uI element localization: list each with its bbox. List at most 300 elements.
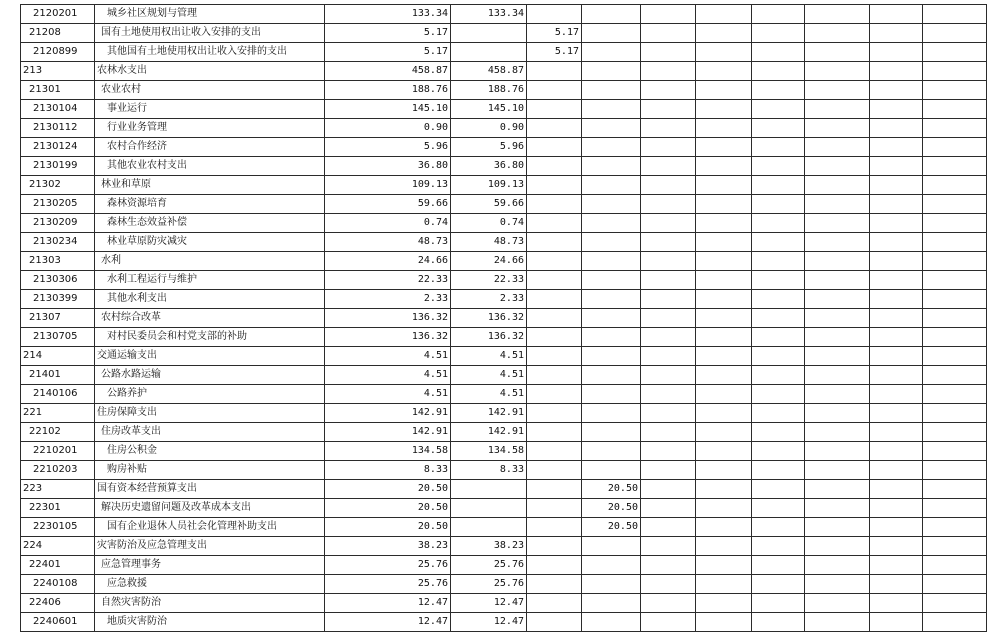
empty-cell [696,518,752,537]
general-budget-cell: 0.90 [451,119,527,138]
empty-cell [752,290,805,309]
empty-cell [923,100,987,119]
total-cell: 145.10 [325,100,451,119]
function-name-cell: 住房改革支出 [95,423,325,442]
empty-cell [752,328,805,347]
general-budget-cell: 145.10 [451,100,527,119]
general-budget-cell [451,43,527,62]
empty-cell [696,613,752,632]
total-cell: 4.51 [325,347,451,366]
fund-budget-cell [527,366,582,385]
general-budget-cell: 136.32 [451,309,527,328]
empty-cell [870,233,923,252]
table-row [21,309,987,328]
empty-cell [805,157,870,176]
function-name-cell: 农林水支出 [95,62,325,81]
empty-cell [870,176,923,195]
function-name-cell: 其他农业农村支出 [95,157,325,176]
function-code-cell: 2210203 [21,461,95,480]
empty-cell [641,499,696,518]
empty-cell [641,81,696,100]
total-cell: 109.13 [325,176,451,195]
empty-cell [923,499,987,518]
state-capital-budget-cell [582,556,641,575]
empty-cell [923,43,987,62]
empty-cell [696,404,752,423]
empty-cell [696,328,752,347]
empty-cell [641,594,696,613]
empty-cell [752,119,805,138]
empty-cell [752,43,805,62]
empty-cell [870,613,923,632]
empty-cell [752,5,805,24]
total-cell: 20.50 [325,518,451,537]
empty-cell [923,290,987,309]
function-name-cell: 公路养护 [95,385,325,404]
empty-cell [923,271,987,290]
empty-cell [641,347,696,366]
empty-cell [870,518,923,537]
fund-budget-cell [527,214,582,233]
empty-cell [696,214,752,233]
function-code-cell: 2240601 [21,613,95,632]
empty-cell [923,404,987,423]
empty-cell [923,195,987,214]
empty-cell [696,442,752,461]
function-code-cell: 2130104 [21,100,95,119]
empty-cell [752,480,805,499]
empty-cell [923,366,987,385]
function-code-cell: 2130112 [21,119,95,138]
fund-budget-cell [527,138,582,157]
general-budget-cell: 22.33 [451,271,527,290]
state-capital-budget-cell [582,5,641,24]
empty-cell [870,594,923,613]
fund-budget-cell [527,594,582,613]
function-code-cell: 21302 [21,176,95,195]
state-capital-budget-cell [582,252,641,271]
function-name-cell: 城乡社区规划与管理 [95,5,325,24]
empty-cell [805,518,870,537]
empty-cell [870,138,923,157]
empty-cell [752,252,805,271]
fund-budget-cell [527,176,582,195]
empty-cell [696,195,752,214]
general-budget-cell [451,518,527,537]
function-name-cell: 交通运输支出 [95,347,325,366]
table-row [21,499,987,518]
empty-cell [641,423,696,442]
total-cell: 136.32 [325,328,451,347]
function-code-cell: 21401 [21,366,95,385]
table-row [21,290,987,309]
empty-cell [696,385,752,404]
empty-cell [805,366,870,385]
general-budget-cell [451,499,527,518]
table-row [21,423,987,442]
empty-cell [805,347,870,366]
empty-cell [923,328,987,347]
empty-cell [641,404,696,423]
empty-cell [696,43,752,62]
total-cell: 22.33 [325,271,451,290]
general-budget-cell: 136.32 [451,328,527,347]
empty-cell [923,119,987,138]
empty-cell [752,214,805,233]
empty-cell [641,100,696,119]
function-code-cell: 22401 [21,556,95,575]
empty-cell [641,252,696,271]
empty-cell [870,195,923,214]
function-code-cell: 21307 [21,309,95,328]
empty-cell [805,62,870,81]
state-capital-budget-cell [582,594,641,613]
empty-cell [805,461,870,480]
state-capital-budget-cell: 20.50 [582,480,641,499]
empty-cell [923,575,987,594]
function-name-cell: 林业和草原 [95,176,325,195]
general-budget-cell: 25.76 [451,556,527,575]
empty-cell [696,556,752,575]
empty-cell [805,176,870,195]
function-name-cell: 解决历史遗留问题及改革成本支出 [95,499,325,518]
empty-cell [870,461,923,480]
table-row [21,328,987,347]
empty-cell [696,594,752,613]
function-name-cell: 住房保障支出 [95,404,325,423]
empty-cell [923,81,987,100]
empty-cell [805,537,870,556]
state-capital-budget-cell [582,347,641,366]
table-row [21,252,987,271]
function-code-cell: 223 [21,480,95,499]
general-budget-cell: 8.33 [451,461,527,480]
empty-cell [752,404,805,423]
empty-cell [641,138,696,157]
empty-cell [696,290,752,309]
general-budget-cell: 59.66 [451,195,527,214]
empty-cell [752,62,805,81]
empty-cell [696,5,752,24]
empty-cell [696,62,752,81]
empty-cell [752,195,805,214]
table-body [21,5,987,632]
empty-cell [752,157,805,176]
total-cell: 134.58 [325,442,451,461]
fund-budget-cell [527,556,582,575]
state-capital-budget-cell [582,43,641,62]
fund-budget-cell [527,575,582,594]
empty-cell [923,176,987,195]
state-capital-budget-cell [582,537,641,556]
table-row [21,594,987,613]
general-budget-cell: 48.73 [451,233,527,252]
state-capital-budget-cell [582,138,641,157]
empty-cell [752,575,805,594]
general-budget-cell: 4.51 [451,347,527,366]
empty-cell [923,556,987,575]
empty-cell [870,328,923,347]
empty-cell [805,24,870,43]
fund-budget-cell [527,195,582,214]
table-row [21,62,987,81]
empty-cell [805,290,870,309]
empty-cell [696,233,752,252]
empty-cell [752,366,805,385]
function-code-cell: 2240108 [21,575,95,594]
general-budget-cell: 38.23 [451,537,527,556]
empty-cell [752,499,805,518]
empty-cell [805,81,870,100]
fund-budget-cell [527,81,582,100]
table-row [21,347,987,366]
general-budget-cell: 4.51 [451,366,527,385]
empty-cell [641,176,696,195]
empty-cell [805,5,870,24]
empty-cell [870,404,923,423]
empty-cell [923,24,987,43]
empty-cell [696,309,752,328]
empty-cell [752,24,805,43]
empty-cell [641,157,696,176]
empty-cell [641,233,696,252]
empty-cell [923,309,987,328]
fund-budget-cell [527,119,582,138]
function-name-cell: 公路水路运输 [95,366,325,385]
function-name-cell: 其他水利支出 [95,290,325,309]
empty-cell [641,366,696,385]
function-name-cell: 灾害防治及应急管理支出 [95,537,325,556]
function-code-cell: 2230105 [21,518,95,537]
general-budget-cell: 5.96 [451,138,527,157]
function-code-cell: 213 [21,62,95,81]
function-code-cell: 224 [21,537,95,556]
empty-cell [923,62,987,81]
table-row [21,404,987,423]
empty-cell [923,385,987,404]
fund-budget-cell [527,100,582,119]
state-capital-budget-cell [582,309,641,328]
empty-cell [870,62,923,81]
function-name-cell: 林业草原防灾减灾 [95,233,325,252]
function-code-cell: 22301 [21,499,95,518]
function-code-cell: 214 [21,347,95,366]
empty-cell [923,252,987,271]
state-capital-budget-cell [582,214,641,233]
empty-cell [870,575,923,594]
table-row [21,442,987,461]
total-cell: 142.91 [325,404,451,423]
empty-cell [696,347,752,366]
function-code-cell: 2130205 [21,195,95,214]
state-capital-budget-cell [582,290,641,309]
empty-cell [752,385,805,404]
state-capital-budget-cell [582,404,641,423]
fund-budget-cell [527,404,582,423]
empty-cell [641,385,696,404]
empty-cell [696,461,752,480]
total-cell: 136.32 [325,309,451,328]
general-budget-cell [451,480,527,499]
table-row [21,613,987,632]
fund-budget-cell [527,233,582,252]
function-name-cell: 其他国有土地使用权出让收入安排的支出 [95,43,325,62]
empty-cell [805,423,870,442]
empty-cell [752,81,805,100]
general-budget-cell: 134.58 [451,442,527,461]
fund-budget-cell [527,290,582,309]
empty-cell [641,518,696,537]
empty-cell [752,233,805,252]
fund-budget-cell [527,423,582,442]
table-row [21,119,987,138]
empty-cell [696,81,752,100]
fund-budget-cell [527,385,582,404]
empty-cell [641,461,696,480]
empty-cell [805,252,870,271]
state-capital-budget-cell [582,195,641,214]
state-capital-budget-cell [582,613,641,632]
function-code-cell: 2130705 [21,328,95,347]
empty-cell [696,480,752,499]
state-capital-budget-cell [582,100,641,119]
total-cell: 0.90 [325,119,451,138]
general-budget-cell [451,24,527,43]
table-row [21,461,987,480]
state-capital-budget-cell [582,157,641,176]
empty-cell [805,138,870,157]
empty-cell [923,214,987,233]
empty-cell [805,233,870,252]
fund-budget-cell [527,328,582,347]
fund-budget-cell [527,309,582,328]
total-cell: 24.66 [325,252,451,271]
total-cell: 20.50 [325,480,451,499]
function-name-cell: 购房补贴 [95,461,325,480]
state-capital-budget-cell [582,328,641,347]
fund-budget-cell: 5.17 [527,24,582,43]
general-budget-cell: 133.34 [451,5,527,24]
function-code-cell: 21208 [21,24,95,43]
function-name-cell: 农村合作经济 [95,138,325,157]
empty-cell [923,138,987,157]
fund-budget-cell: 5.17 [527,43,582,62]
total-cell: 25.76 [325,575,451,594]
empty-cell [805,309,870,328]
empty-cell [641,613,696,632]
empty-cell [805,214,870,233]
empty-cell [696,366,752,385]
expenditure-table [20,4,987,632]
empty-cell [805,499,870,518]
state-capital-budget-cell [582,366,641,385]
table-row [21,24,987,43]
table-row [21,176,987,195]
empty-cell [805,328,870,347]
empty-cell [870,119,923,138]
empty-cell [805,442,870,461]
state-capital-budget-cell [582,461,641,480]
function-name-cell: 水利 [95,252,325,271]
empty-cell [870,423,923,442]
empty-cell [752,271,805,290]
empty-cell [805,100,870,119]
total-cell: 2.33 [325,290,451,309]
table-row [21,271,987,290]
table-row [21,556,987,575]
function-name-cell: 森林生态效益补偿 [95,214,325,233]
empty-cell [805,575,870,594]
total-cell: 59.66 [325,195,451,214]
function-code-cell: 2130124 [21,138,95,157]
empty-cell [641,43,696,62]
function-name-cell: 自然灾害防治 [95,594,325,613]
empty-cell [752,518,805,537]
empty-cell [870,81,923,100]
function-code-cell: 2130234 [21,233,95,252]
empty-cell [870,366,923,385]
fund-budget-cell [527,252,582,271]
empty-cell [923,233,987,252]
function-code-cell: 21301 [21,81,95,100]
function-code-cell: 22406 [21,594,95,613]
function-code-cell: 2130199 [21,157,95,176]
empty-cell [923,480,987,499]
state-capital-budget-cell [582,81,641,100]
function-name-cell: 应急管理事务 [95,556,325,575]
function-name-cell: 事业运行 [95,100,325,119]
total-cell: 5.17 [325,43,451,62]
general-budget-cell: 24.66 [451,252,527,271]
function-code-cell: 22102 [21,423,95,442]
empty-cell [696,100,752,119]
table-row [21,214,987,233]
empty-cell [696,252,752,271]
general-budget-cell: 109.13 [451,176,527,195]
total-cell: 0.74 [325,214,451,233]
empty-cell [870,556,923,575]
fund-budget-cell [527,347,582,366]
empty-cell [923,423,987,442]
function-name-cell: 住房公积金 [95,442,325,461]
empty-cell [870,24,923,43]
general-budget-cell: 458.87 [451,62,527,81]
empty-cell [870,537,923,556]
function-name-cell: 水利工程运行与维护 [95,271,325,290]
general-budget-cell: 4.51 [451,385,527,404]
table-row [21,366,987,385]
empty-cell [641,5,696,24]
empty-cell [923,537,987,556]
fund-budget-cell [527,518,582,537]
total-cell: 48.73 [325,233,451,252]
state-capital-budget-cell [582,575,641,594]
total-cell: 5.96 [325,138,451,157]
function-code-cell: 2210201 [21,442,95,461]
state-capital-budget-cell [582,119,641,138]
state-capital-budget-cell [582,24,641,43]
total-cell: 36.80 [325,157,451,176]
empty-cell [696,119,752,138]
empty-cell [752,100,805,119]
total-cell: 20.50 [325,499,451,518]
empty-cell [870,157,923,176]
function-code-cell: 2130399 [21,290,95,309]
function-code-cell: 2140106 [21,385,95,404]
total-cell: 25.76 [325,556,451,575]
function-name-cell: 国有资本经营预算支出 [95,480,325,499]
empty-cell [805,556,870,575]
